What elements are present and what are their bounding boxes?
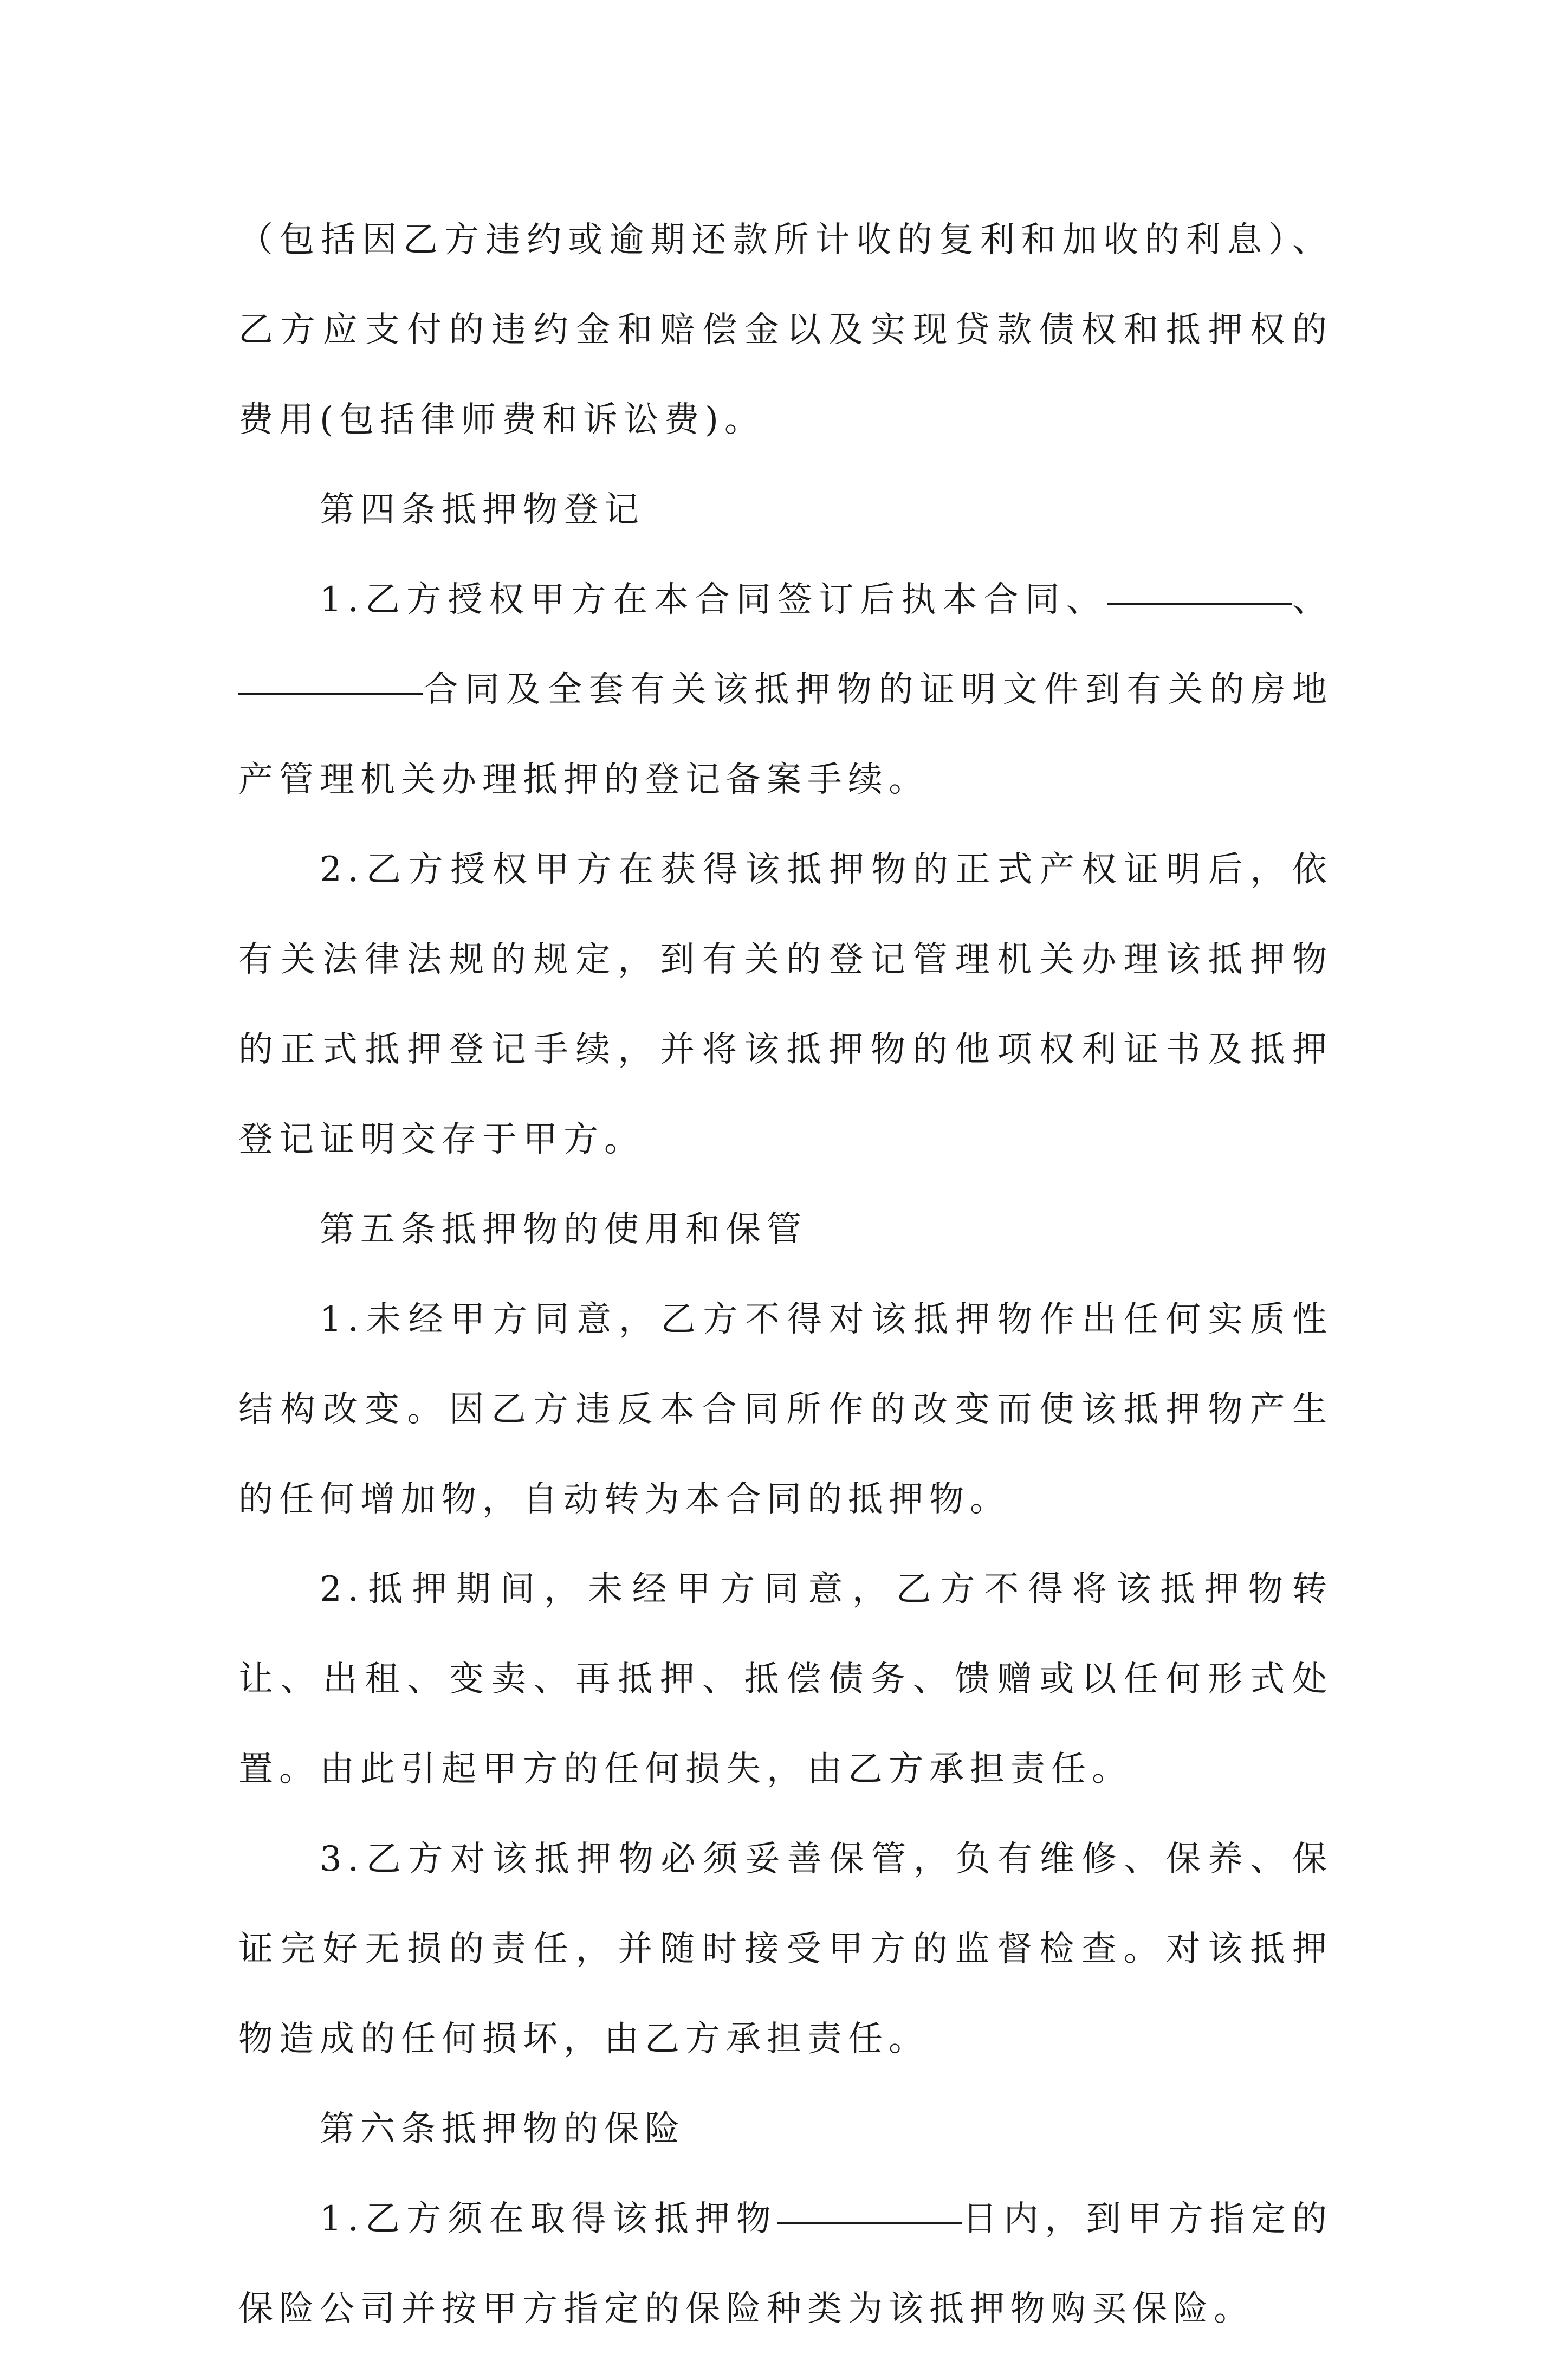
clause-text: 合同及全套有关该抵押物的证明文件到有关的房地产管理机关办理抵押的登记备案手续。 xyxy=(238,670,1333,800)
article-5-clause-2: 2.抵押期间，未经甲方同意，乙方不得将该抵押物转让、出租、变卖、再抵押、抵偿债务、馈赠或以任何形式处置。由此引起甲方的任何损失，由乙方承担责任。 xyxy=(238,1569,1333,1789)
article-6-heading: 第六条抵押物的保险 xyxy=(320,2109,685,2149)
article-4-heading: 第四条抵押物登记 xyxy=(320,490,645,530)
paragraph-continuation: （包括因乙方违约或逾期还款所计收的复利和加收的利息）、乙方应支付的违约金和赔偿金以及实现贷款债权和抵押权的费用(包括律师费和诉讼费)。 xyxy=(238,220,1333,440)
blank-field xyxy=(1107,603,1292,605)
blank-field xyxy=(238,693,423,695)
clause-text: 1.乙方须在取得该抵押物 xyxy=(320,2199,778,2239)
article-6-clause-1 xyxy=(238,2174,1333,2354)
article-5-heading: 第五条抵押物的使用和保管 xyxy=(320,1210,807,1250)
document-page xyxy=(238,195,1333,2354)
blank-field xyxy=(777,2222,962,2224)
article-4-clause-1 xyxy=(238,555,1333,825)
clause-text: 1.乙方授权甲方在本合同签订后执本合同、 xyxy=(320,580,1107,620)
clause-text: 日内，到甲方指定的保险公司并按甲方指定的保险种类为该抵押物购买保险。 xyxy=(238,2199,1333,2329)
clause-text: 、 xyxy=(1291,580,1333,620)
article-4-clause-2: 2.乙方授权甲方在获得该抵押物的正式产权证明后，依有关法律法规的规定，到有关的登记管理机关办理该抵押物的正式抵押登记手续，并将该抵押物的他项权利证书及抵押登记证明交存于甲方。 xyxy=(238,850,1333,1160)
article-5-clause-1: 1.未经甲方同意，乙方不得对该抵押物作出任何实质性结构改变。因乙方违反本合同所作的改变而使该抵押物产生的任何增加物，自动转为本合同的抵押物。 xyxy=(238,1299,1333,1519)
article-5-clause-3: 3.乙方对该抵押物必须妥善保管，负有维修、保养、保证完好无损的责任，并随时接受甲方的监督检查。对该抵押物造成的任何损坏，由乙方承担责任。 xyxy=(238,1839,1333,2059)
